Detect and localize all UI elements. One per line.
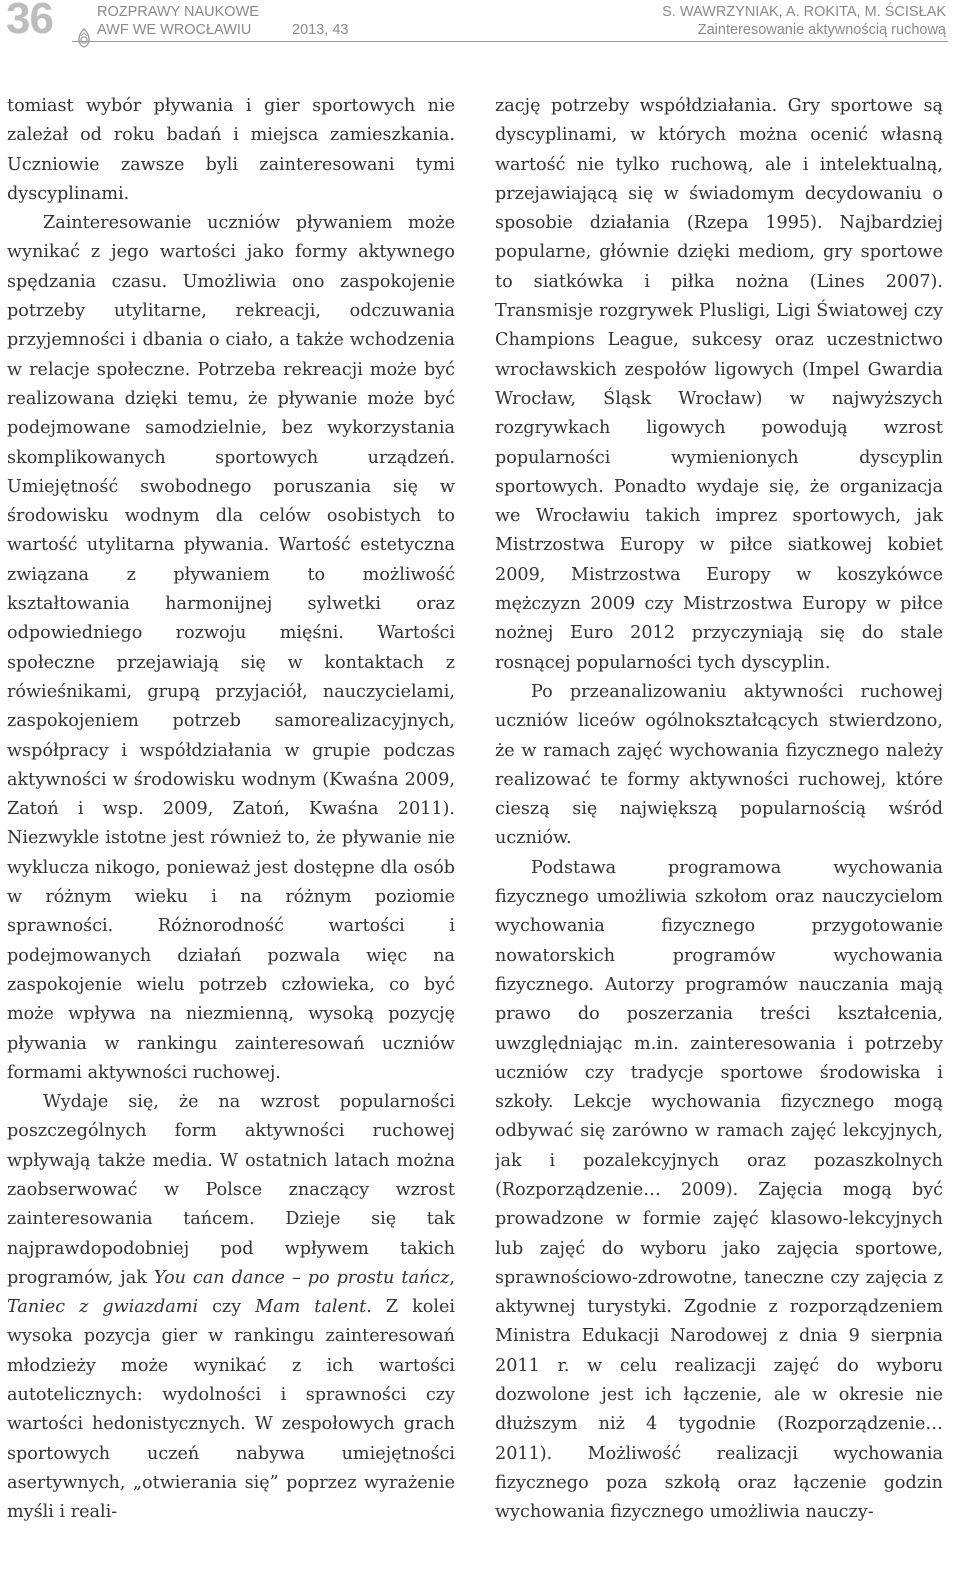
paragraph: tomiast wybór pływania i gier sportowych nie zależał od roku badań i miejsca zamieszkania. Uczniowie zawsze byli zainteresowani tymi dyscyplinami. [7, 96, 455, 204]
italic-title: Mam talent [255, 1297, 367, 1318]
italic-title: Taniec z gwiazdami [7, 1297, 199, 1318]
italic-title: You can dance – po prostu tańcz [153, 1267, 450, 1288]
paragraph: zację potrzeby współdziałania. Gry sportowe są dyscyplinami, w których można ocenić własną wartość nie tylko ruchową, ale i intelektualną, przejawiającą się w świadomym decydowaniu o sposobie działania (Rzepa 1995). Najbardziej popularne, głównie dzięki mediom, gry sportowe to siatkówka i piłka nożna (Lines 2007). Transmisje rozgrywek Plusligi, Ligi Światowej czy Champions League, sukcesy oraz uczestnictwo wrocławskich zespołów ligowych (Impel Gwardia Wrocław, Śląsk Wrocław) w najwyższych rozgrywkach ligowych powodują wzrost popularności wymienionych dyscyplin sportowych. Ponadto wydaje się, że organizacja we Wrocławiu takich imprez sportowych, jak Mistrzostwa Europy w piłce siatkowej kobiet 2009, Mistrzostwa Europy w koszykówce mężczyzn 2009 czy Mistrzostwa Europy w piłce nożnej Euro 2012 przyczyniają się do stale rosnącej popularności tych dyscyplin. [495, 96, 943, 673]
article-running-title: Zainteresowanie aktywnością ruchową [697, 22, 946, 38]
page-header [0, 0, 960, 48]
paragraph: Podstawa programowa wychowania fizycznego umożliwia szkołom oraz nauczycielom wychowania fizycznego przygotowanie nowatorskich programów wychowania fizycznego. Autorzy programów nauczania mają prawo do poszerzania treści kształcenia, uwzględniając m.in. zainteresowania i potrzeby uczniów czy tradycje sportowe środowiska i szkoły. Lekcje wychowania fizycznego mogą odbywać się zarówno w ramach zajęć lekcyjnych, jak i pozalekcyjnych oraz pozaszkolnych (Rozporządzenie… 2009). Zajęcia mogą być prowadzone w formie zajęć klasowo-lekcyjnych lub zajęć do wyboru jako zajęcia sportowe, sprawnościowo-zdrowotne, taneczne czy zajęcia z aktywnej turystyki. Zgodnie z rozporządzeniem Ministra Edukacji Narodowej z dnia 9 sierpnia 2011 r. w celu realizacji zajęć do wyboru dozwolone jest ich łączenie, ale w okresie nie dłuższym niż 4 tygodnie (Rozporządzenie… 2011). Możliwość realizacji wychowania fizycznego poza szkołą oraz łączenie godzin wychowania fizycznego umożliwia nauczy- [495, 857, 943, 1523]
text-run: , [449, 1267, 455, 1288]
journal-year-volume: 2013, 43 [292, 22, 349, 38]
text-run: czy [198, 1297, 256, 1318]
paragraph [7, 1088, 455, 1527]
paragraph: Po przeanalizowaniu aktywności ruchowej uczniów liceów ogólnokształcących stwierdzono, że w ramach zajęć wychowania fizycznego należy realizować te formy aktywności ruchowej, które cieszą się największą popularnością wśród uczniów. [495, 681, 943, 849]
journal-institution: AWF WE WROCŁAWIU [97, 22, 252, 38]
text-run: Wydaje się, że na wzrost popularności poszczególnych form aktywności ruchowej wpływają także media. W ostatnich latach można zaobserwować w Polsce znaczący wzrost zainteresowania tańcem. Dzieje się tak najprawdopodobniej pod wpływem takich programów, jak [7, 1092, 455, 1288]
journal-logo-icon [76, 28, 92, 48]
right-text-column [495, 92, 943, 1584]
page-number: 36 [6, 0, 53, 43]
journal-name: ROZPRAWY NAUKOWE [97, 4, 259, 20]
left-text-column [7, 92, 455, 1584]
text-run: . Z kolei wysoka pozycja gier w rankingu zainteresowań młodzieży może wynikać z ich wartości autotelicznych: wydolności i sprawności czy wartości hedonistycznych. W zespołowych grach sportowych uczeń nabywa umiejętności asertywnych, „otwierania się” poprzez wyrażenie myśli i reali- [7, 1297, 455, 1523]
article-authors: S. WAWRZYNIAK, A. ROKITA, M. ŚCISŁAK [662, 4, 946, 20]
paragraph: Zainteresowanie uczniów pływaniem może wynikać z jego wartości jako formy aktywnego spędzania czasu. Umożliwia ono zaspokojenie potrzeby utylitarne, rekreacji, odczuwania przyjemności i dbania o ciało, a także wchodzenia w relacje społeczne. Potrzeba rekreacji może być realizowana dzięki temu, że pływanie może być podejmowane samodzielnie, bez wykorzystania skomplikowanych sportowych urządzeń. Umiejętność swobodnego poruszania się w środowisku wodnym dla celów osobistych to wartość utylitarna pływania. Wartość estetyczna związana z pływaniem to możliwość kształtowania harmonijnej sylwetki oraz odpowiedniego rozwoju mięśni. Wartości społeczne przejawiają się w kontaktach z rówieśnikami, grupą przyjaciół, nauczycielami, zaspokojeniem potrzeb samorealizacyjnych, współpracy i współdziałania w grupie podczas aktywności w środowisku wodnym (Kwaśna 2009, Zatoń i wsp. 2009, Zatoń, Kwaśna 2011). Niezwykle istotne jest również to, że pływanie nie wyklucza nikogo, ponieważ jest dostępne dla osób w różnym wieku i na różnym poziomie sprawności. Różnorodność wartości i podejmowanych działań pozwala więc na zaspokojenie wielu potrzeb człowieka, co być może wpływa na niezmienną, wysoką pozycję pływania w rankingu zainteresowań uczniów formami aktywności ruchowej. [7, 213, 455, 1083]
header-rule [72, 41, 948, 42]
